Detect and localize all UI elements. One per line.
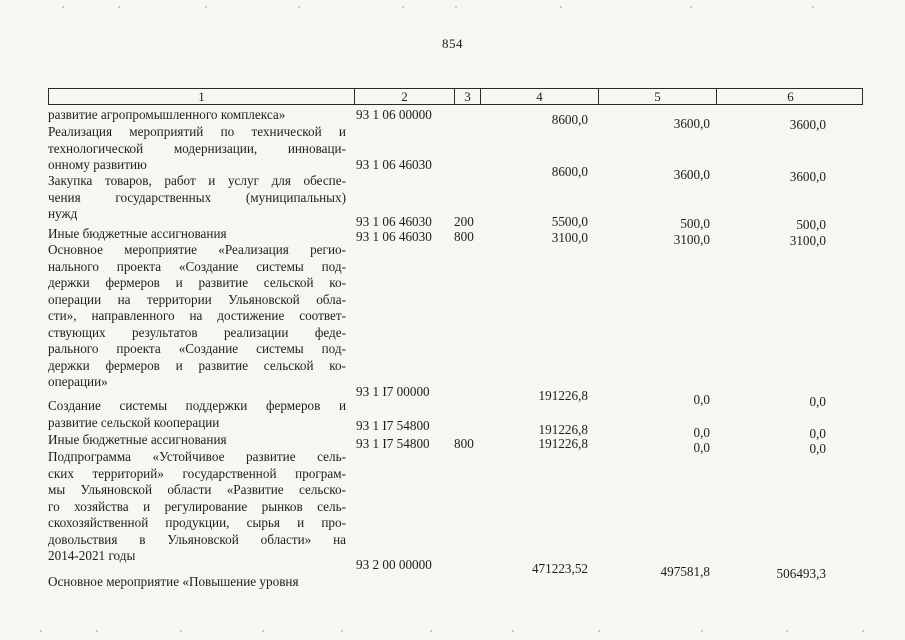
row-target-code: 93 1 06 46030 xyxy=(356,214,432,229)
column-header-3: 3 xyxy=(455,89,481,104)
description-line: держки фермеров и развитие сельской ко- xyxy=(48,357,346,373)
row-target-code: 93 2 00 00000 xyxy=(356,557,432,572)
row-value-year3: 3600,0 xyxy=(789,117,826,132)
row-value-year3: 0,0 xyxy=(809,441,826,456)
row-target-code: 93 1 06 00000 xyxy=(356,107,432,122)
row-value-year3: 500,0 xyxy=(796,217,826,232)
description-line: сти», направленного на достижение соответ- xyxy=(48,308,346,323)
description-line: довольствия в Ульяновской области» на xyxy=(48,531,346,547)
description-line: Иные бюджетные ассигнования xyxy=(48,432,227,447)
column-header-5: 5 xyxy=(599,89,717,104)
row-target-code: 93 1 I7 54800 xyxy=(356,436,430,451)
row-description xyxy=(48,107,346,124)
description-line: Реализация мероприятий по технической и xyxy=(48,124,346,139)
row-target-code: 93 1 06 46030 xyxy=(356,229,432,244)
row-value-year1: 5500,0 xyxy=(551,214,588,229)
row-expense-type: 800 xyxy=(454,436,474,451)
description-line: ских территорий» государственной програм- xyxy=(48,465,346,481)
row-value-year2: 3600,0 xyxy=(673,167,710,182)
row-value-year3: 506493,3 xyxy=(776,566,826,581)
row-value-year2: 497581,8 xyxy=(660,564,710,579)
description-line: ствующих результатов реализации феде- xyxy=(48,324,346,340)
column-header-6: 6 xyxy=(787,89,794,104)
description-line: развитие сельской кооперации xyxy=(48,414,220,430)
row-value-year1: 191226,8 xyxy=(538,388,588,403)
row-value-year2: 3100,0 xyxy=(673,232,710,247)
description-line: онному развитию xyxy=(48,157,147,172)
scan-edge-dots-bottom xyxy=(0,630,905,634)
row-value-year1: 191226,8 xyxy=(538,422,588,437)
description-line: технологической модернизации, инноваци- xyxy=(48,140,346,156)
row-description xyxy=(48,432,346,449)
row-value-year2: 0,0 xyxy=(693,392,710,407)
description-line: Закупка товаров, работ и услуг для обеспе- xyxy=(48,173,346,188)
row-description xyxy=(48,124,346,174)
description-line: нужд xyxy=(48,206,78,221)
description-line: развитие агропромышленного комплекса» xyxy=(48,107,286,122)
description-line: чения государственных (муниципальных) xyxy=(48,189,346,205)
row-value-year1: 471223,52 xyxy=(531,561,588,576)
row-expense-type: 800 xyxy=(454,229,474,244)
row-description xyxy=(48,173,346,223)
row-description xyxy=(48,242,346,391)
description-line: рального проекта «Создание системы под- xyxy=(48,341,346,356)
description-line: Основное мероприятие «Повышение уровня xyxy=(48,574,299,589)
row-target-code: 93 1 I7 54800 xyxy=(356,418,430,433)
description-line: операции» xyxy=(48,374,108,389)
row-value-year2: 0,0 xyxy=(693,440,710,455)
description-line: Подпрограмма «Устойчивое развитие сель- xyxy=(48,449,346,464)
row-value-year3: 0,0 xyxy=(809,394,826,409)
description-line: операции на территории Ульяновской обла- xyxy=(48,291,346,307)
description-line: нального проекта «Создание системы под- xyxy=(48,258,346,274)
row-description xyxy=(48,398,346,431)
row-description xyxy=(48,574,346,591)
column-header-1: 1 xyxy=(49,89,355,104)
row-value-year3: 3600,0 xyxy=(789,169,826,184)
row-expense-type: 200 xyxy=(454,214,474,229)
description-line: 2014-2021 годы xyxy=(48,548,136,563)
row-value-year2: 500,0 xyxy=(680,216,710,231)
row-target-code: 93 1 I7 00000 xyxy=(356,384,430,399)
row-value-year3: 3100,0 xyxy=(789,233,826,248)
description-line: Иные бюджетные ассигнования xyxy=(48,226,227,241)
description-line: Основное мероприятие «Реализация регио- xyxy=(48,242,346,257)
column-header-4: 4 xyxy=(481,89,599,104)
description-line: скохозяйственной продукции, сырья и про- xyxy=(48,515,346,530)
row-value-year2: 3600,0 xyxy=(673,116,710,131)
scan-edge-dots-top xyxy=(0,6,905,10)
row-value-year1: 191226,8 xyxy=(538,436,588,451)
row-target-code: 93 1 06 46030 xyxy=(356,157,432,172)
row-value-year1: 3100,0 xyxy=(551,230,588,245)
row-description xyxy=(48,449,346,565)
row-value-year1: 8600,0 xyxy=(551,164,588,179)
row-value-year1: 8600,0 xyxy=(551,112,588,127)
row-value-year3: 0,0 xyxy=(809,426,826,441)
description-line: держки фермеров и развитие сельской ко- xyxy=(48,275,346,290)
description-line: Создание системы поддержки фермеров и xyxy=(48,398,346,413)
row-value-year2: 0,0 xyxy=(693,425,710,440)
description-line: го хозяйства и регулирование рынков сель- xyxy=(48,498,346,514)
page-number: 854 xyxy=(442,36,463,51)
description-line: мы Ульяновской области «Развитие сельско- xyxy=(48,482,346,497)
column-header-2: 2 xyxy=(355,89,455,104)
row-description xyxy=(48,226,346,243)
